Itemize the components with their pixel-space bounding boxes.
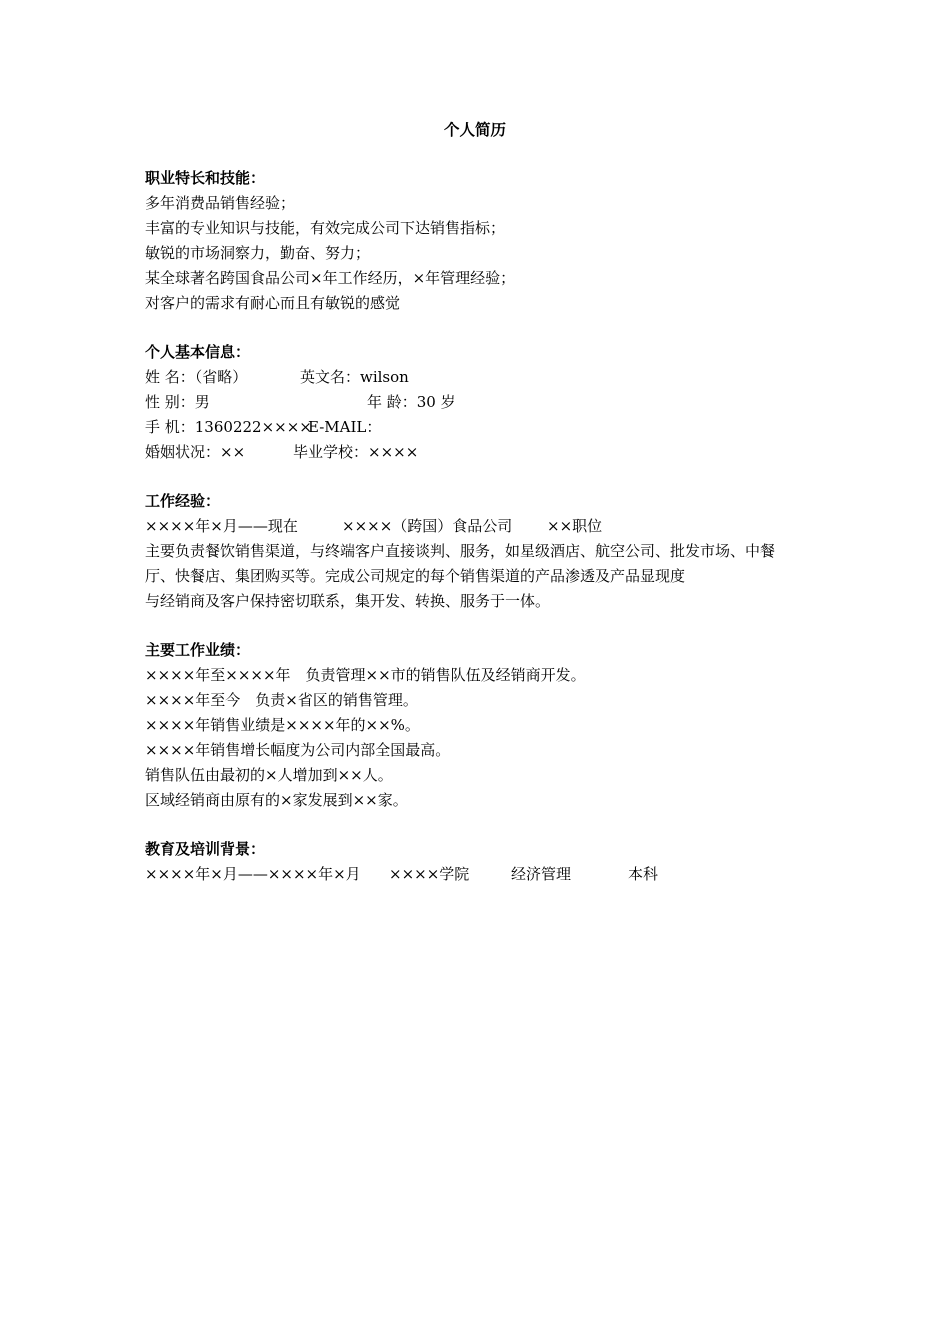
- skill-item: 对客户的需求有耐心而且有敏锐的感觉: [145, 294, 401, 312]
- name-field: 姓 名：（省略）: [145, 368, 248, 386]
- achievement-item: ××××年销售业绩是××××年的××%。: [145, 716, 420, 734]
- achievement-item: ××××年销售增长幅度为公司内部全国最高。: [145, 741, 451, 759]
- basic-info-heading: 个人基本信息：: [145, 343, 251, 361]
- work-desc-line: 与经销商及客户保持密切联系，集开发、转换、服务于一体。: [145, 592, 551, 610]
- gender-field: 性 别：男: [145, 393, 210, 411]
- gender-row: [145, 390, 825, 415]
- skill-item: 多年消费品销售经验；: [145, 194, 296, 212]
- skills-heading: 职业特长和技能：: [145, 169, 266, 187]
- name-row: [145, 365, 825, 390]
- skill-item: 丰富的专业知识与技能，有效完成公司下达销售指标；: [145, 219, 506, 237]
- education-heading: 教育及培训背景：: [145, 840, 266, 858]
- work-heading: 工作经验：: [145, 492, 221, 510]
- work-desc-line: 厅、快餐店、集团购买等。完成公司规定的每个销售渠道的产品渗透及产品显现度: [145, 567, 686, 585]
- mobile-row: [145, 415, 825, 440]
- work-period: ××××年×月——现在: [145, 517, 298, 535]
- english-name-field: 英文名：wilson: [300, 368, 409, 386]
- achievement-item: ××××年至××××年 负责管理××市的销售队伍及经销商开发。: [145, 666, 586, 684]
- achievements-heading: 主要工作业绩：: [145, 641, 251, 659]
- school-field: 毕业学校：××××: [293, 443, 419, 461]
- work-position: ××职位: [547, 517, 603, 535]
- education-school: ××××学院: [389, 865, 470, 883]
- education-major: 经济管理: [511, 865, 572, 883]
- marital-row: [145, 440, 825, 465]
- work-desc-line: 主要负责餐饮销售渠道，与终端客户直接谈判、服务，如星级酒店、航空公司、批发市场、中餐: [145, 542, 776, 560]
- mobile-field: 手 机：1360222××××: [145, 418, 312, 436]
- education-period: ××××年×月——××××年×月: [145, 865, 361, 883]
- age-field: 年 龄：30 岁: [367, 393, 456, 411]
- achievement-item: 销售队伍由最初的×人增加到××人。: [145, 766, 393, 784]
- achievement-item: ××××年至今 负责×省区的销售管理。: [145, 691, 418, 709]
- resume-content: [145, 166, 825, 887]
- marital-field: 婚姻状况：××: [145, 443, 246, 461]
- work-company: ××××（跨国）食品公司: [342, 517, 513, 535]
- education-row: [145, 862, 825, 887]
- achievement-item: 区域经销商由原有的×家发展到××家。: [145, 791, 408, 809]
- email-field: E-MAIL：: [308, 418, 382, 436]
- skill-item: 某全球著名跨国食品公司×年工作经历，×年管理经验；: [145, 269, 516, 287]
- work-row: [145, 514, 825, 539]
- education-degree: 本科: [628, 865, 659, 883]
- page-title: 个人简历: [443, 120, 506, 139]
- skill-item: 敏锐的市场洞察力，勤奋、努力；: [145, 244, 371, 262]
